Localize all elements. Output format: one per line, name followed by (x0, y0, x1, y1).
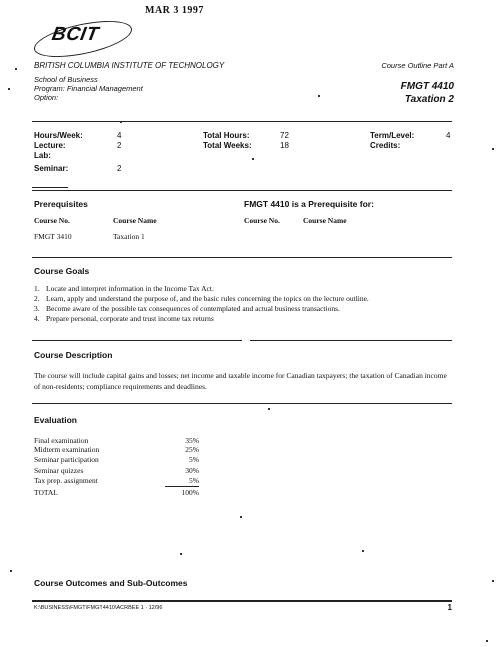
prereq-col-course-no: Course No. (34, 216, 70, 225)
school-name: School of Business (34, 75, 98, 84)
seminar-label: Seminar: (34, 164, 69, 173)
evaluation-weight: 30% (185, 466, 199, 475)
goal-item: 1. Locate and interpret information in the Income Tax Act. (34, 284, 214, 293)
scan-speck (492, 148, 494, 150)
evaluation-row (34, 466, 199, 475)
prerequisites-title: Prerequisites (34, 199, 88, 209)
page-number: 1 (447, 603, 452, 612)
program-name: Program: Financial Management (34, 84, 143, 93)
scan-speck (180, 553, 182, 555)
evaluation-weight: 35% (185, 436, 199, 445)
scan-speck (120, 121, 122, 123)
prereq-row-course-no: FMGT 3410 (34, 232, 72, 241)
prereq-row-course-name: Taxation 1 (113, 232, 145, 241)
hours-week-value: 4 (117, 131, 122, 140)
evaluation-row (34, 476, 199, 485)
scan-speck (10, 570, 12, 572)
prereq-col-course-name: Course Name (113, 216, 157, 225)
received-date-stamp: MAR 3 1997 (145, 5, 204, 16)
outline-label: Course Outline Part A (381, 61, 454, 70)
evaluation-label: Seminar participation (34, 455, 99, 464)
term-level-label: Term/Level: (370, 131, 415, 140)
evaluation-row (34, 445, 199, 454)
goal-text: Locate and interpret information in the Income Tax Act. (46, 284, 214, 293)
footer-rule (32, 600, 452, 602)
evaluation-label: Midterm examination (34, 445, 100, 454)
hours-week-label: Hours/Week: (34, 131, 83, 140)
seminar-value: 2 (117, 164, 122, 173)
evaluation-row (34, 455, 199, 464)
lab-label: Lab: (34, 151, 51, 160)
hours-rule-2 (32, 190, 452, 191)
total-weeks-label: Total Weeks: (203, 141, 252, 150)
scan-speck (252, 158, 254, 160)
evaluation-row (34, 436, 199, 445)
course-code: FMGT 4410 (400, 81, 454, 92)
evaluation-title: Evaluation (34, 415, 77, 425)
evaluation-total-value: 100% (181, 488, 199, 497)
lecture-label: Lecture: (34, 141, 66, 150)
scan-speck (486, 640, 488, 642)
evaluation-weight: 5% (189, 455, 199, 464)
term-level-value: 4 (446, 131, 451, 140)
scan-speck (8, 88, 10, 90)
prereq-rule (32, 257, 452, 258)
scan-speck (15, 68, 17, 70)
option-label: Option: (34, 93, 59, 102)
scan-speck (268, 408, 270, 410)
evaluation-total-row (34, 488, 199, 497)
total-hours-label: Total Hours: (203, 131, 250, 140)
goal-item: 4. Prepare personal, corporate and trust income tax returns (34, 314, 214, 323)
evaluation-weight: 25% (185, 445, 199, 454)
goal-text: Prepare personal, corporate and trust income tax returns (46, 314, 214, 323)
scan-speck (362, 550, 364, 552)
credits-label: Credits: (370, 141, 401, 150)
prereq-for-col-course-name: Course Name (303, 216, 347, 225)
goals-rule-2 (250, 340, 452, 341)
header-rule (32, 121, 452, 122)
evaluation-label: Tax prep. assignment (34, 476, 98, 485)
footer-path: K:\BUSINESS\FMGT\FMGT4410\ACRBEE 1 · 12/96 (34, 605, 163, 611)
course-description-text: The course will include capital gains and losses; net income and taxable income for Canadian taxpayers; the taxation of Canadian income of non-residents; compliance requirements and deadlines. (34, 371, 447, 391)
course-title: Taxation 2 (404, 94, 454, 105)
goal-text: Learn, apply and understand the purpose of, and the basic rules concerning the topics on the lecture outline. (46, 294, 369, 303)
prereq-for-col-course-no: Course No. (244, 216, 280, 225)
lecture-value: 2 (117, 141, 122, 150)
description-rule (32, 403, 452, 404)
prereq-for-title: FMGT 4410 is a Prerequisite for: (244, 199, 374, 209)
scan-speck (240, 516, 242, 518)
logo-text: BCIT (50, 24, 101, 45)
total-hours-value: 72 (280, 131, 289, 140)
course-goals-title: Course Goals (34, 266, 90, 276)
course-description-title: Course Description (34, 350, 113, 360)
hours-rule (32, 187, 68, 188)
goal-item: 3. Become aware of the possible tax consequences of contemplated and actual business transactions. (34, 304, 340, 313)
scan-speck (492, 580, 494, 582)
total-weeks-value: 18 (280, 141, 289, 150)
evaluation-weight: 5% (189, 476, 199, 485)
evaluation-total-label: TOTAL (34, 488, 58, 497)
evaluation-total-rule (165, 486, 199, 487)
course-goals-list (34, 284, 454, 324)
scan-speck (318, 95, 320, 97)
goal-text: Become aware of the possible tax consequences of contemplated and actual business transactions. (46, 304, 340, 313)
evaluation-label: Seminar quizzes (34, 466, 84, 475)
goals-rule (32, 340, 242, 341)
goal-item: 2. Learn, apply and understand the purpose of, and the basic rules concerning the topics on the lecture outline. (34, 294, 369, 303)
institute-name: BRITISH COLUMBIA INSTITUTE OF TECHNOLOGY (34, 61, 225, 70)
course-outcomes-title: Course Outcomes and Sub-Outcomes (34, 578, 188, 588)
evaluation-label: Final examination (34, 436, 89, 445)
